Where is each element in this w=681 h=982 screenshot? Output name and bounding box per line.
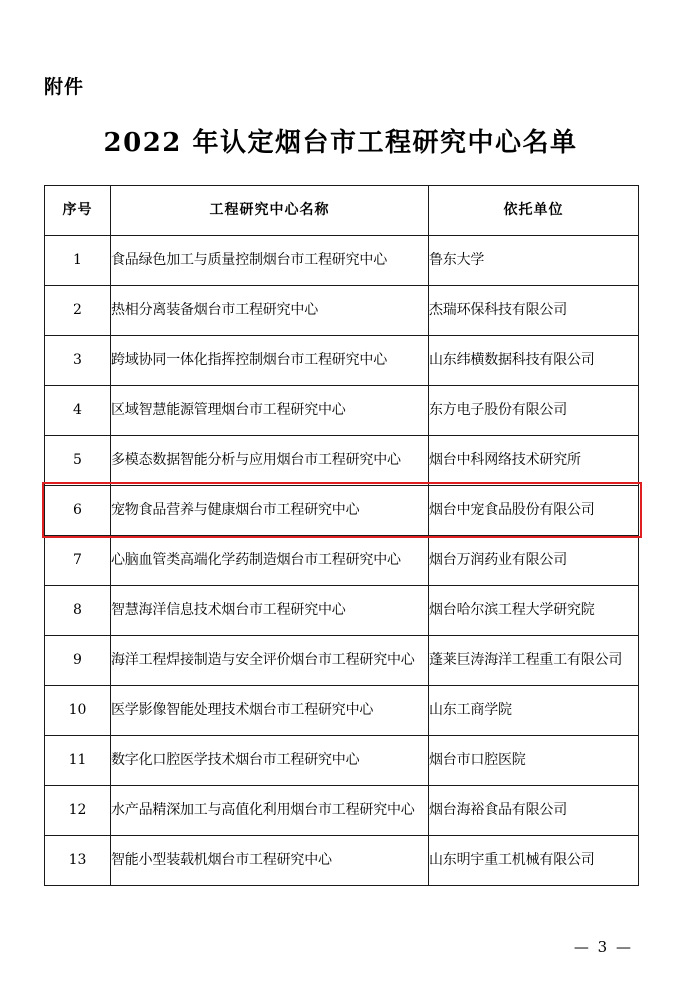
cell-center-name: 智慧海洋信息技术烟台市工程研究中心: [111, 585, 429, 635]
table-header-row: [45, 185, 639, 235]
table-row: [45, 285, 639, 335]
cell-center-name: 智能小型装载机烟台市工程研究中心: [111, 835, 429, 885]
cell-no: 2: [45, 285, 111, 335]
cell-no: 11: [45, 735, 111, 785]
cell-unit: 山东明宇重工机械有限公司: [429, 835, 639, 885]
page-title: 2022 年认定烟台市工程研究中心名单: [103, 128, 578, 158]
table-row: [45, 685, 639, 735]
cell-center-name: 数字化口腔医学技术烟台市工程研究中心: [111, 735, 429, 785]
cell-unit: 烟台中宠食品股份有限公司: [429, 485, 639, 535]
table-row: [45, 385, 639, 435]
cell-unit: 东方电子股份有限公司: [429, 385, 639, 435]
attachment-label: 附件: [44, 76, 85, 98]
cell-unit: 烟台海裕食品有限公司: [429, 785, 639, 835]
cell-center-name: 跨域协同一体化指挥控制烟台市工程研究中心: [111, 335, 429, 385]
table-body: [45, 235, 639, 885]
cell-center-name: 热相分离装备烟台市工程研究中心: [111, 285, 429, 335]
cell-no: 6: [45, 485, 111, 535]
column-header-no: 序号: [45, 185, 111, 235]
cell-no: 4: [45, 385, 111, 435]
table-row: [45, 835, 639, 885]
page-number: — 3 —: [573, 938, 633, 956]
table-row-highlighted: [45, 485, 639, 535]
cell-center-name: 宠物食品营养与健康烟台市工程研究中心: [111, 485, 429, 535]
cell-no: 13: [45, 835, 111, 885]
cell-unit: 杰瑞环保科技有限公司: [429, 285, 639, 335]
cell-no: 5: [45, 435, 111, 485]
cell-unit: 烟台中科网络技术研究所: [429, 435, 639, 485]
cell-center-name: 多模态数据智能分析与应用烟台市工程研究中心: [111, 435, 429, 485]
cell-unit: 山东工商学院: [429, 685, 639, 735]
table-row: [45, 535, 639, 585]
table-row: [45, 735, 639, 785]
cell-unit: 鲁东大学: [429, 235, 639, 285]
cell-unit: 烟台万润药业有限公司: [429, 535, 639, 585]
cell-no: 9: [45, 635, 111, 685]
cell-center-name: 区域智慧能源管理烟台市工程研究中心: [111, 385, 429, 435]
engineering-center-table: [44, 185, 639, 886]
column-header-unit: 依托单位: [429, 185, 639, 235]
table-row: [45, 635, 639, 685]
cell-no: 1: [45, 235, 111, 285]
cell-no: 7: [45, 535, 111, 585]
cell-no: 8: [45, 585, 111, 635]
cell-center-name: 水产品精深加工与高值化利用烟台市工程研究中心: [111, 785, 429, 835]
cell-unit: 烟台哈尔滨工程大学研究院: [429, 585, 639, 635]
cell-center-name: 心脑血管类高端化学药制造烟台市工程研究中心: [111, 535, 429, 585]
cell-no: 12: [45, 785, 111, 835]
table-row: [45, 785, 639, 835]
cell-center-name: 海洋工程焊接制造与安全评价烟台市工程研究中心: [111, 635, 429, 685]
cell-center-name: 医学影像智能处理技术烟台市工程研究中心: [111, 685, 429, 735]
cell-center-name: 食品绿色加工与质量控制烟台市工程研究中心: [111, 235, 429, 285]
table-row: [45, 585, 639, 635]
cell-no: 10: [45, 685, 111, 735]
table-row: [45, 335, 639, 385]
column-header-center-name: 工程研究中心名称: [111, 185, 429, 235]
table-row: [45, 435, 639, 485]
cell-unit: 山东纬横数据科技有限公司: [429, 335, 639, 385]
cell-unit: 烟台市口腔医院: [429, 735, 639, 785]
table-row: [45, 235, 639, 285]
cell-no: 3: [45, 335, 111, 385]
cell-unit: 蓬莱巨涛海洋工程重工有限公司: [429, 635, 639, 685]
